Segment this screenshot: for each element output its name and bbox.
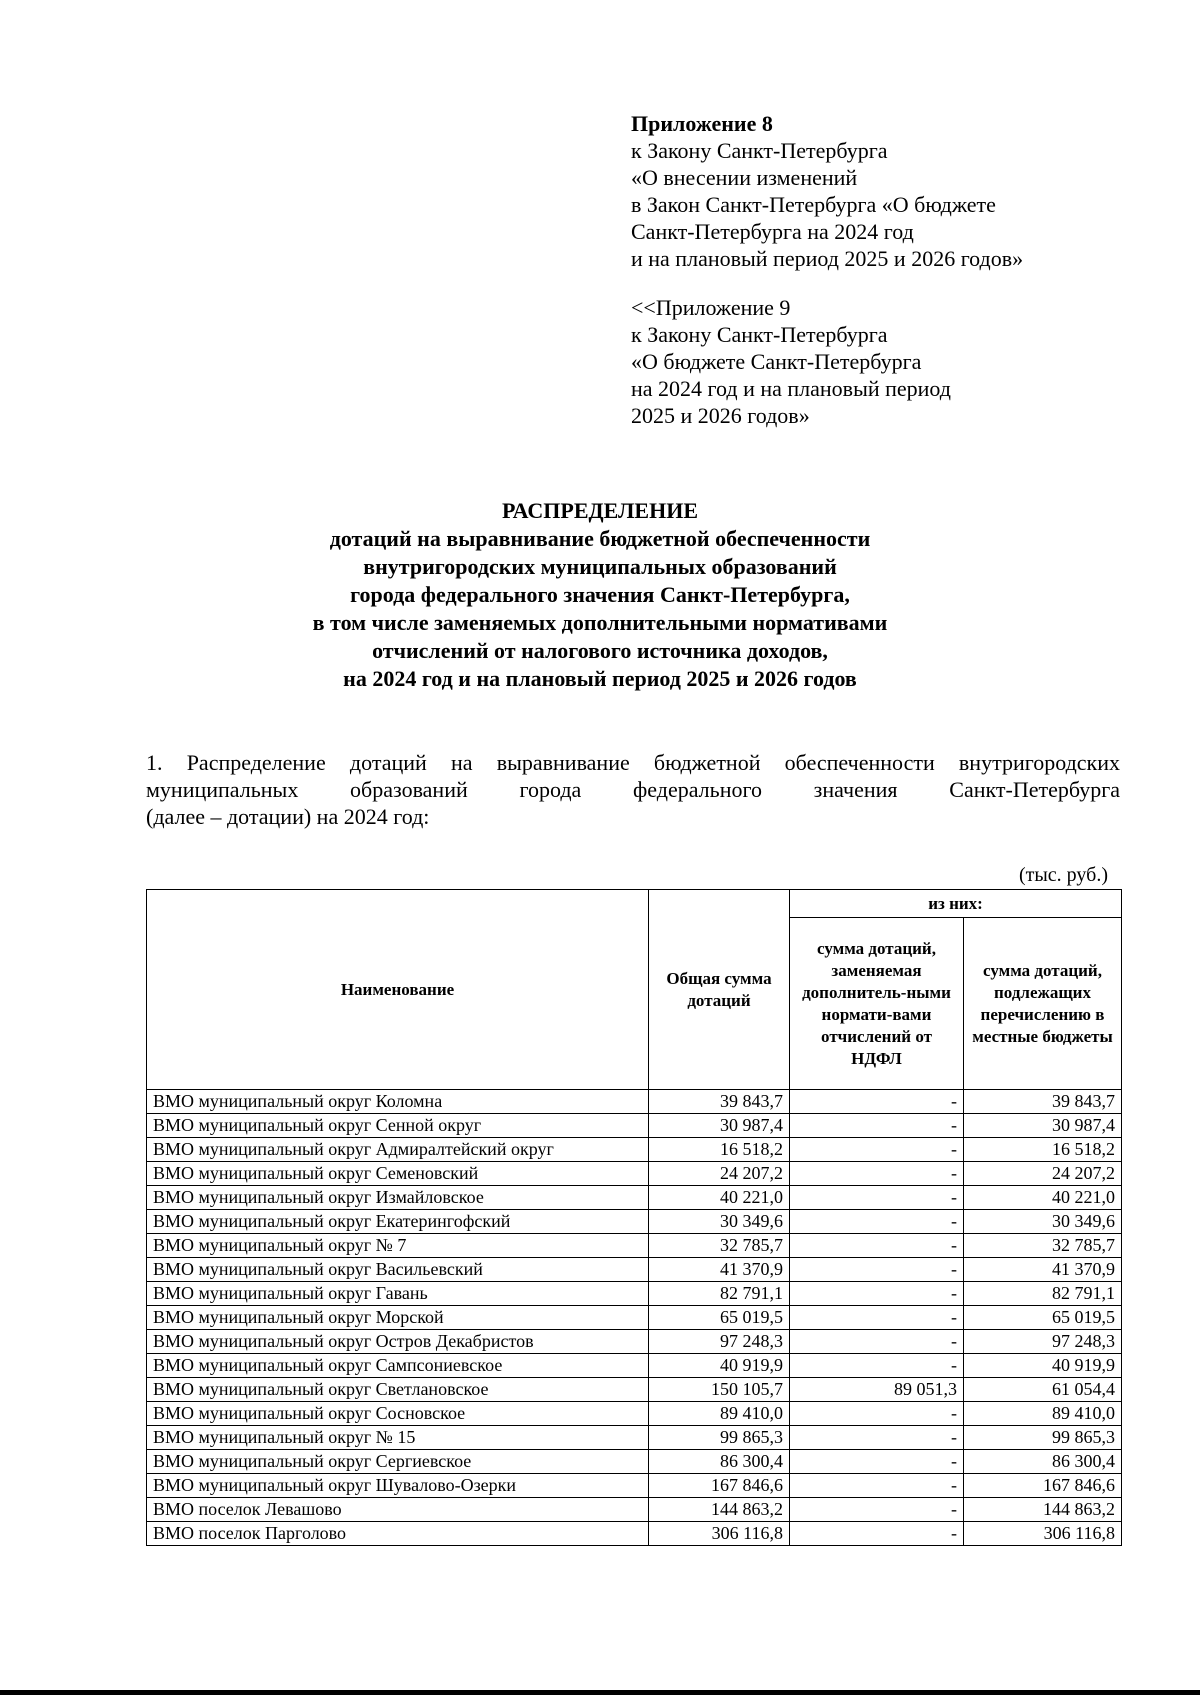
row-transfer-cell: 86 300,4 (964, 1450, 1122, 1474)
row-name-cell: ВМО муниципальный округ Остров Декабристов (147, 1330, 649, 1354)
header-transfer: сумма дотаций, подлежащих перечислению в местные бюджеты (964, 918, 1122, 1090)
intro-line: (далее – дотации) на 2024 год: (146, 804, 430, 829)
row-total-cell: 167 846,6 (649, 1474, 790, 1498)
title-line: города федерального значения Санкт-Петербурга, (350, 582, 850, 607)
row-name-cell: ВМО муниципальный округ № 15 (147, 1426, 649, 1450)
row-transfer-cell: 39 843,7 (964, 1090, 1122, 1114)
table-row (147, 1282, 1122, 1306)
title-line: в том числе заменяемых дополнительными нормативами (312, 610, 888, 635)
row-name-cell: ВМО муниципальный округ Измайловское (147, 1186, 649, 1210)
table-row (147, 1426, 1122, 1450)
row-name-cell: ВМО муниципальный округ Сампсониевское (147, 1354, 649, 1378)
appendix-line: к Закону Санкт-Петербурга (631, 138, 888, 163)
row-transfer-cell: 24 207,2 (964, 1162, 1122, 1186)
row-total-cell: 306 116,8 (649, 1522, 790, 1546)
row-transfer-cell: 61 054,4 (964, 1378, 1122, 1402)
row-name-cell: ВМО муниципальный округ Екатерингофский (147, 1210, 649, 1234)
header-replaced: сумма дотаций, заменяемая дополнитель-ными нормати-вами отчислений от НДФЛ (790, 918, 964, 1090)
row-total-cell: 30 987,4 (649, 1114, 790, 1138)
title-line: дотаций на выравнивание бюджетной обеспеченности (329, 526, 871, 551)
appendix-line: «О внесении изменений (631, 165, 858, 190)
row-transfer-cell: 65 019,5 (964, 1306, 1122, 1330)
intro-paragraph (146, 749, 1120, 830)
row-transfer-cell: 167 846,6 (964, 1474, 1122, 1498)
row-total-cell: 89 410,0 (649, 1402, 790, 1426)
table-row (147, 1090, 1122, 1114)
row-transfer-cell: 99 865,3 (964, 1426, 1122, 1450)
appendix-head: Приложение 8 (631, 111, 773, 136)
row-replaced-cell: - (790, 1186, 964, 1210)
row-replaced-cell: - (790, 1426, 964, 1450)
row-name-cell: ВМО муниципальный округ № 7 (147, 1234, 649, 1258)
intro-line: 1. Распределение дотаций на выравнивание бюджетной обеспеченности внутригородских (146, 750, 1120, 775)
appendix-line: в Закон Санкт-Петербурга «О бюджете (631, 192, 996, 217)
row-total-cell: 86 300,4 (649, 1450, 790, 1474)
table-row (147, 1210, 1122, 1234)
footer-divider (0, 1690, 1200, 1695)
appendix-block (631, 110, 1023, 429)
row-name-cell: ВМО муниципальный округ Сенной округ (147, 1114, 649, 1138)
row-replaced-cell: - (790, 1330, 964, 1354)
row-replaced-cell: - (790, 1210, 964, 1234)
row-total-cell: 97 248,3 (649, 1330, 790, 1354)
row-replaced-cell: - (790, 1450, 964, 1474)
title-line: на 2024 год и на плановый период 2025 и 2026 годов (343, 666, 857, 691)
row-replaced-cell: - (790, 1114, 964, 1138)
row-replaced-cell: - (790, 1138, 964, 1162)
appendix-line: 2025 и 2026 годов» (631, 403, 810, 428)
table-row (147, 1330, 1122, 1354)
title-line: РАСПРЕДЕЛЕНИЕ (501, 498, 698, 523)
row-total-cell: 144 863,2 (649, 1498, 790, 1522)
row-replaced-cell: - (790, 1402, 964, 1426)
row-transfer-cell: 82 791,1 (964, 1282, 1122, 1306)
row-total-cell: 65 019,5 (649, 1306, 790, 1330)
appendix-line: <<Приложение 9 (631, 295, 791, 320)
row-transfer-cell: 32 785,7 (964, 1234, 1122, 1258)
table-row (147, 1378, 1122, 1402)
row-replaced-cell: - (790, 1474, 964, 1498)
row-transfer-cell: 30 349,6 (964, 1210, 1122, 1234)
title-line: внутригородских муниципальных образований (363, 554, 837, 579)
title-line: отчислений от налогового источника доходов, (372, 638, 828, 663)
row-transfer-cell: 89 410,0 (964, 1402, 1122, 1426)
row-total-cell: 40 919,9 (649, 1354, 790, 1378)
table-row (147, 1450, 1122, 1474)
row-replaced-cell: - (790, 1354, 964, 1378)
row-transfer-cell: 144 863,2 (964, 1498, 1122, 1522)
row-name-cell: ВМО муниципальный округ Светлановское (147, 1378, 649, 1402)
row-total-cell: 99 865,3 (649, 1426, 790, 1450)
row-replaced-cell: - (790, 1498, 964, 1522)
table-row (147, 1402, 1122, 1426)
row-name-cell: ВМО муниципальный округ Сосновское (147, 1402, 649, 1426)
appendix-line: Санкт-Петербурга на 2024 год (631, 219, 914, 244)
appendix-line: на 2024 год и на плановый период (631, 376, 951, 401)
table-row (147, 1114, 1122, 1138)
row-replaced-cell: - (790, 1090, 964, 1114)
appendix-line: и на плановый период 2025 и 2026 годов» (631, 246, 1024, 271)
table-row (147, 1498, 1122, 1522)
row-total-cell: 30 349,6 (649, 1210, 790, 1234)
table-row (147, 1306, 1122, 1330)
row-name-cell: ВМО муниципальный округ Коломна (147, 1090, 649, 1114)
row-replaced-cell: - (790, 1258, 964, 1282)
row-name-cell: ВМО муниципальный округ Сергиевское (147, 1450, 649, 1474)
row-name-cell: ВМО муниципальный округ Адмиралтейский округ (147, 1138, 649, 1162)
row-total-cell: 40 221,0 (649, 1186, 790, 1210)
appendix-line: «О бюджете Санкт-Петербурга (631, 349, 922, 374)
header-name: Наименование (147, 890, 649, 1090)
row-transfer-cell: 97 248,3 (964, 1330, 1122, 1354)
row-name-cell: ВМО муниципальный округ Шувалово-Озерки (147, 1474, 649, 1498)
table-row (147, 1258, 1122, 1282)
row-replaced-cell: - (790, 1306, 964, 1330)
units-label: (тыс. руб.) (1018, 864, 1108, 886)
row-name-cell: ВМО поселок Парголово (147, 1522, 649, 1546)
subsidy-table (146, 889, 1122, 1546)
row-transfer-cell: 40 919,9 (964, 1354, 1122, 1378)
row-total-cell: 82 791,1 (649, 1282, 790, 1306)
row-name-cell: ВМО муниципальный округ Васильевский (147, 1258, 649, 1282)
row-replaced-cell: - (790, 1162, 964, 1186)
document-title (150, 497, 1050, 693)
header-of-which: из них: (790, 890, 1122, 918)
table-row (147, 1234, 1122, 1258)
row-transfer-cell: 40 221,0 (964, 1186, 1122, 1210)
table-row (147, 1354, 1122, 1378)
row-replaced-cell: - (790, 1282, 964, 1306)
appendix-line: к Закону Санкт-Петербурга (631, 322, 888, 347)
row-name-cell: ВМО муниципальный округ Гавань (147, 1282, 649, 1306)
row-transfer-cell: 16 518,2 (964, 1138, 1122, 1162)
row-total-cell: 150 105,7 (649, 1378, 790, 1402)
table-row (147, 1474, 1122, 1498)
row-replaced-cell: - (790, 1234, 964, 1258)
row-transfer-cell: 41 370,9 (964, 1258, 1122, 1282)
row-name-cell: ВМО муниципальный округ Семеновский (147, 1162, 649, 1186)
row-replaced-cell: 89 051,3 (790, 1378, 964, 1402)
row-transfer-cell: 30 987,4 (964, 1114, 1122, 1138)
row-total-cell: 24 207,2 (649, 1162, 790, 1186)
intro-line: муниципальных образований города федерального значения Санкт-Петербурга (146, 777, 1120, 802)
row-total-cell: 16 518,2 (649, 1138, 790, 1162)
table-row (147, 1522, 1122, 1546)
table-row (147, 1138, 1122, 1162)
table-body (147, 1090, 1122, 1546)
row-replaced-cell: - (790, 1522, 964, 1546)
table-row (147, 1186, 1122, 1210)
row-total-cell: 39 843,7 (649, 1090, 790, 1114)
row-total-cell: 41 370,9 (649, 1258, 790, 1282)
row-total-cell: 32 785,7 (649, 1234, 790, 1258)
row-transfer-cell: 306 116,8 (964, 1522, 1122, 1546)
row-name-cell: ВМО муниципальный округ Морской (147, 1306, 649, 1330)
header-total: Общая сумма дотаций (649, 890, 790, 1090)
row-name-cell: ВМО поселок Левашово (147, 1498, 649, 1522)
table-row (147, 1162, 1122, 1186)
